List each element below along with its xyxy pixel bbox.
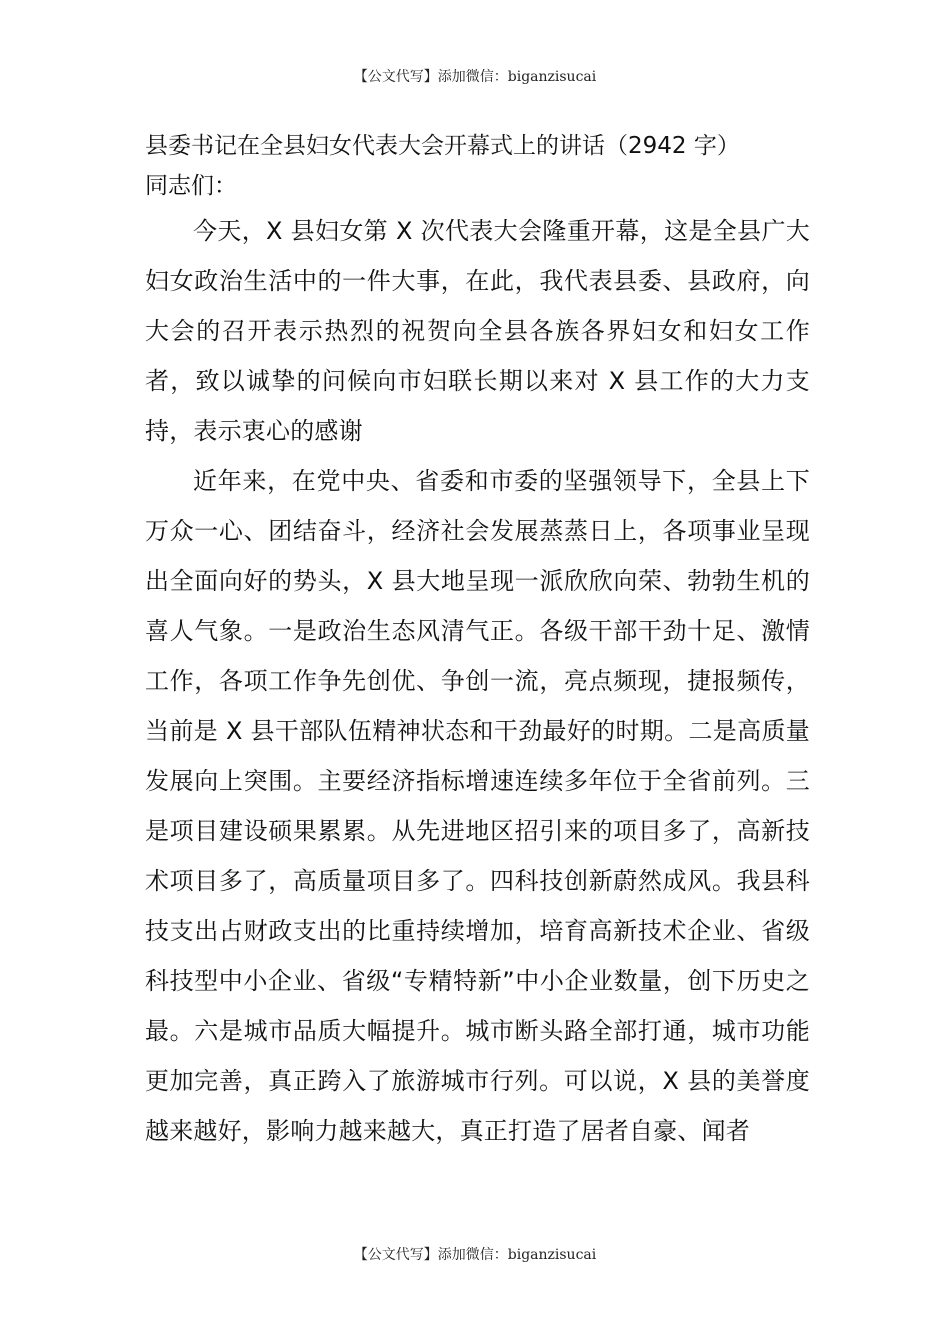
page-header: 【公文代写】添加微信：biganzisucai: [353, 69, 597, 85]
page-footer: 【公文代写】添加微信：biganzisucai: [353, 1247, 597, 1263]
document-body: [145, 130, 810, 1156]
document-title: 县委书记在全县妇女代表大会开幕式上的讲话（2942 字）: [145, 133, 740, 159]
paragraph-2: 近年来，在党中央、省委和市委的坚强领导下，全县上下万众一心、团结奋斗，经济社会发展蒸蒸日上，各项事业呈现出全面向好的势头，X 县大地呈现一派欣欣向荣、勃勃生机的喜人气象。一是政治生态风清气正。各级干部干劲十足、激情工作，各项工作争先创优、争创一流，亮点频现，捷报频传，当前是 X 县干部队伍精神状态和干劲最好的时期。二是高质量发展向上突围。主要经济指标增速连续多年位于全省前列。三是项目建设硕果累累。从先进地区招引来的项目多了，高新技术项目多了，高质量项目多了。四科技创新蔚然成风。我县科技支出占财政支出的比重持续增加，培育高新技术企业、省级科技型中小企业、省级“专精特新”中小企业数量，创下历史之最。六是城市品质大幅提升。城市断头路全部打通，城市功能更加完善，真正跨入了旅游城市行列。可以说，X 县的美誉度越来越好，影响力越来越大，真正打造了居者自豪、闻者: [145, 467, 810, 1145]
paragraph-1: 今天，X 县妇女第 X 次代表大会隆重开幕，这是全县广大妇女政治生活中的一件大事，在此，我代表县委、县政府，向大会的召开表示热烈的祝贺向全县各族各界妇女和妇女工作者，致以诚挚的问候向市妇联长期以来对 X 县工作的大力支持，表示衷心的感谢: [145, 217, 810, 445]
salutation: 同志们：: [145, 173, 237, 199]
